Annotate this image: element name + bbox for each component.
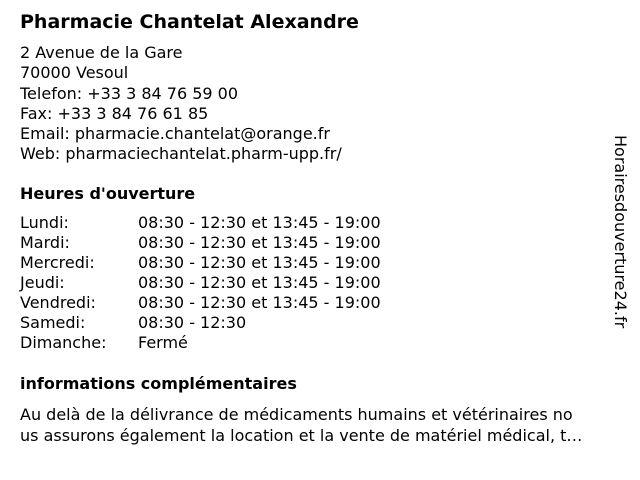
hours-row-friday [20,293,381,313]
time-value: 08:30 - 12:30 et 13:45 - 19:00 [138,273,381,292]
info-line-1: Au delà de la délivrance de médicaments humains et vétérinaires no [20,405,573,424]
hours-heading: Heures d'ouverture [20,184,196,203]
time-value: 08:30 - 12:30 et 13:45 - 19:00 [138,293,381,312]
hours-row-wednesday [20,253,381,273]
hours-row-saturday [20,313,381,333]
time-value: 08:30 - 12:30 et 13:45 - 19:00 [138,213,381,232]
email-line: Email: pharmacie.chantelat@orange.fr [20,124,330,143]
address-line-2: 70000 Vesoul [20,63,129,82]
info-line-2: us assurons également la location et la vente de matériel médical, t… [20,426,583,445]
day-label: Dimanche: [20,333,107,352]
fax-line: Fax: +33 3 84 76 61 85 [20,104,209,123]
day-label: Vendredi: [20,293,96,312]
time-value: 08:30 - 12:30 et 13:45 - 19:00 [138,253,381,272]
info-heading: informations complémentaires [20,374,297,393]
time-value: 08:30 - 12:30 [138,313,247,332]
hours-table [20,213,381,353]
pharmacy-name: Pharmacie Chantelat Alexandre [20,11,359,33]
day-label: Mardi: [20,233,70,252]
day-label: Jeudi: [20,273,65,292]
hours-row-tuesday [20,233,381,253]
day-label: Mercredi: [20,253,95,272]
time-value: Fermé [138,333,188,352]
time-value: 08:30 - 12:30 et 13:45 - 19:00 [138,233,381,252]
info-text [20,404,582,446]
hours-row-monday [20,213,381,233]
day-label: Lundi: [20,213,69,232]
web-line: Web: pharmaciechantelat.pharm-upp.fr/ [20,144,342,163]
address-line-1: 2 Avenue de la Gare [20,43,183,62]
day-label: Samedi: [20,313,86,332]
phone-line: Telefon: +33 3 84 76 59 00 [20,84,239,103]
site-watermark: Horairesdouverture24.fr [611,135,630,329]
hours-row-thursday [20,273,381,293]
hours-row-sunday [20,333,381,353]
